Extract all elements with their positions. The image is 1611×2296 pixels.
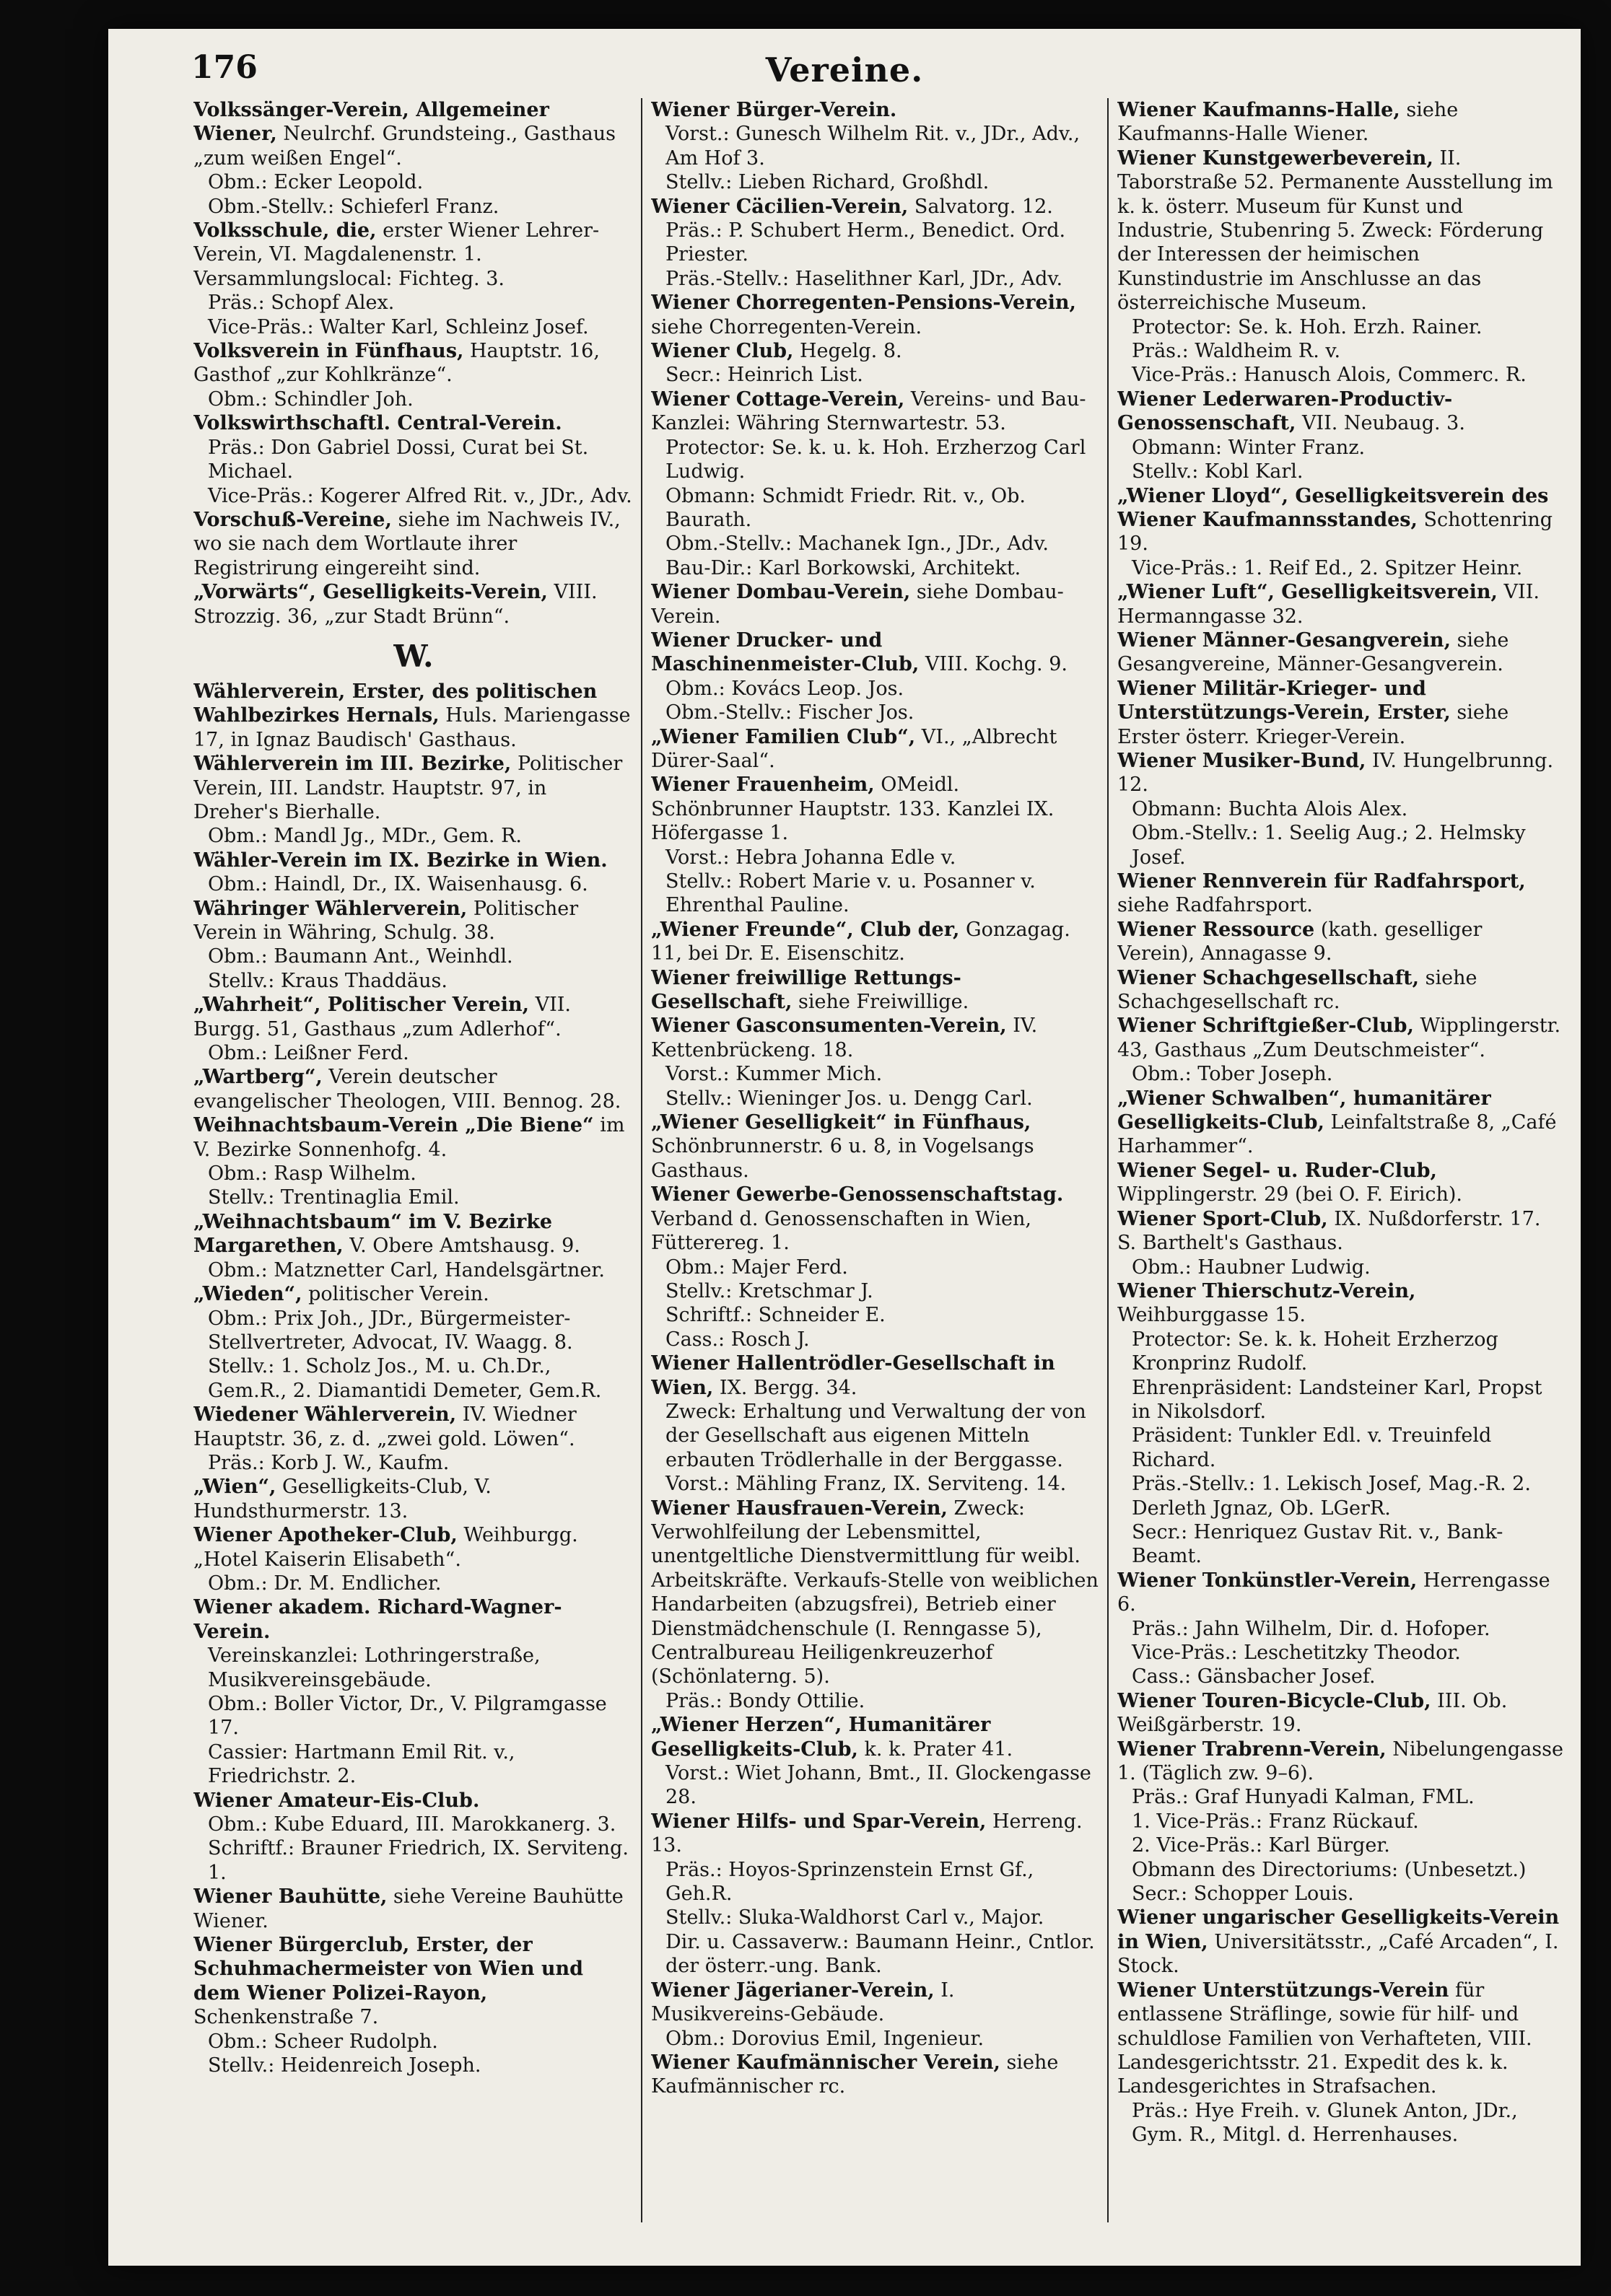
entry-officer-line: Ehrenpräsident: Landsteiner Karl, Propst in Nikolsdorf.: [1132, 1376, 1542, 1423]
directory-entry: [193, 1403, 634, 1475]
entry-description: Schottenring 19.: [1117, 508, 1553, 556]
page-number: 176: [191, 49, 258, 86]
directory-entry: [1117, 869, 1565, 918]
entry-officer-line: Obmann: Buchta Alois Alex.: [1132, 797, 1408, 820]
entry-description: Universitätsstr., „Café Arcaden“, I. Stock.: [1117, 1930, 1559, 1978]
directory-entry: [1117, 1569, 1565, 1689]
directory-entry: [193, 897, 634, 994]
entry-officer-line: Obm.: Scheer Rudolph.: [208, 2030, 438, 2053]
entry-officer-line: Obm.: Boller Victor, Dr., V. Pilgramgasse 17.: [208, 1693, 607, 1740]
entry-description: siehe Gesangvereine, Männer-Gesangverein.: [1117, 628, 1509, 676]
directory-entry: [193, 1885, 634, 1933]
directory-entry: [193, 580, 634, 628]
entry-officer-line: Vice-Präs.: Hanusch Alois, Commerc. R.: [1132, 364, 1527, 387]
directory-entry: [651, 1183, 1099, 1351]
entry-officer-line: Schriftf.: Schneider E.: [665, 1304, 886, 1327]
directory-entry: [193, 1210, 634, 1282]
entry-name: „Wahrheit“, Politischer Verein,: [193, 994, 529, 1017]
entry-description: II. Taborstraße 52. Permanente Ausstellung im k. k. österr. Museum für Kunst und Industrie, Stubenring 5. Zweck: Förderung der Interessen der heimischen Kunstindustrie im Anschlusse an das österreichische Museum.: [1117, 146, 1553, 315]
directory-entry: [651, 1979, 1099, 2051]
entry-name: Weihnachtsbaum-Verein „Die Biene“: [193, 1114, 594, 1137]
entry-officer-line: Obm.-Stellv.: Fischer Jos.: [665, 701, 914, 724]
entry-officer-line: Cass.: Rosch J.: [665, 1328, 810, 1351]
entry-name: Wiener Club,: [651, 340, 794, 363]
directory-entry: [193, 411, 634, 508]
entry-name: Wiener Kaufmanns-Halle,: [1117, 99, 1400, 121]
entry-name: Wiener Trabrenn-Verein,: [1117, 1738, 1387, 1761]
entry-officer-line: Vice-Präs.: 1. Reif Ed., 2. Spitzer Heinr.: [1132, 556, 1523, 579]
entry-officer-line: Präs.: Hoyos-Sprinzenstein Ernst Gf., Geh.R.: [665, 1858, 1034, 1906]
entry-name: Wiener Unterstützungs-Verein: [1117, 1979, 1449, 2002]
entry-description: k. k. Prater 41.: [864, 1738, 1013, 1761]
directory-entry: [651, 628, 1099, 725]
entry-description: Salvatorg. 12.: [914, 195, 1053, 218]
directory-entry: [1117, 1159, 1565, 1207]
entry-officer-line: Obmann: Winter Franz.: [1132, 436, 1366, 459]
directory-entry: [1117, 1279, 1565, 1569]
entry-officer-line: Cassier: Hartmann Emil Rit. v., Friedrichstr. 2.: [208, 1740, 515, 1788]
entry-description: Wipplingerstr. 29 (bei O. F. Eirich).: [1117, 1183, 1462, 1206]
entry-description: siehe im Nachweis IV., wo sie nach dem Wortlaute ihrer Registrirung eingereiht sind.: [193, 508, 621, 579]
entry-description: IX. Bergg. 34.: [719, 1376, 857, 1399]
entry-description: politischer Verein.: [308, 1283, 489, 1306]
entry-description: für entlassene Sträflinge, sowie für hilf- und schuldlose Familien von Verhafteten, VIII. Landesgerichtsstr. 21. Expedit des k. k. Landesgerichtes in Strafsachen.: [1117, 1979, 1532, 2098]
directory-entry: [651, 725, 1099, 774]
directory-entry: [193, 98, 634, 219]
entry-description: siehe Kaufmanns-Halle Wiener.: [1117, 99, 1459, 146]
entry-description: Weihburggasse 15.: [1117, 1304, 1306, 1327]
entry-officer-line: Obm.: Dorovius Emil, Ingenieur.: [665, 2027, 984, 2050]
entry-description: VII. Hermanngasse 32.: [1117, 581, 1540, 628]
directory-entry: [1117, 484, 1565, 581]
entry-officer-line: Stellv.: Wieninger Jos. u. Dengg Carl.: [665, 1087, 1033, 1110]
entry-description: Herreng. 13.: [651, 1810, 1083, 1857]
entry-officer-line: Obm.-Stellv.: 1. Seelig Aug.; 2. Helmsky Josef.: [1132, 822, 1526, 869]
entry-officer-line: Obm.: Kube Eduard, III. Marokkanerg. 3.: [208, 1813, 616, 1836]
directory-entry: [651, 1110, 1099, 1183]
directory-entry: [193, 1065, 634, 1113]
directory-entry: [193, 1933, 634, 2077]
directory-entry: [651, 918, 1099, 966]
entry-officer-line: Präs.: P. Schubert Herm., Benedict. Ord. Priester.: [665, 219, 1066, 266]
entry-name: Wiener Kunstgewerbeverein,: [1117, 146, 1433, 170]
entry-name: „Wartberg“,: [193, 1066, 323, 1089]
entry-officer-line: Protector: Se. k. u. k. Hoh. Erzherzog Carl Ludwig.: [665, 436, 1086, 483]
directory-entry: [651, 1014, 1099, 1110]
entry-name: Wiener Schriftgießer-Club,: [1117, 1015, 1414, 1038]
entry-officer-line: Präs.: Don Gabriel Dossi, Curat bei St. Michael.: [208, 436, 589, 483]
entry-name: Wiener Dombau-Verein,: [651, 581, 911, 604]
entry-officer-line: Stellv.: Kraus Thaddäus.: [208, 969, 448, 992]
directory-entry: [651, 1810, 1099, 1979]
directory-entry: [651, 773, 1099, 917]
entry-description: Schenkenstraße 7.: [193, 2006, 379, 2029]
entry-officer-line: Präs.-Stellv.: 1. Lekisch Josef, Mag.-R. 2. Derleth Jgnaz, Ob. LGerR.: [1132, 1473, 1531, 1520]
entry-officer-line: 2. Vice-Präs.: Karl Bürger.: [1132, 1834, 1390, 1857]
entry-description: Politischer Verein, III. Landstr. Hauptstr. 97, in Dreher's Bierhalle.: [193, 753, 623, 823]
directory-entry: [1117, 628, 1565, 677]
directory-entry: [193, 1113, 634, 1210]
section-letter: W.: [393, 638, 434, 674]
entry-officer-line: Obmann des Directoriums: (Unbesetzt.): [1132, 1858, 1527, 1881]
entry-description: Gonzagag. 11, bei Dr. E. Eisenschitz.: [651, 918, 1070, 965]
entry-officer-line: Protector: Se. k. k. Hoheit Erzherzog Kronprinz Rudolf.: [1132, 1328, 1498, 1375]
entry-officer-line: Obm.: Tober Joseph.: [1132, 1063, 1333, 1086]
directory-entry: [193, 1523, 634, 1595]
directory-entry: [1117, 1014, 1565, 1086]
entry-name: Wiener Rennverein für Radfahrsport,: [1117, 870, 1526, 893]
directory-entry: [651, 966, 1099, 1015]
entry-description: Zweck: Verwohlfeilung der Lebensmittel, unentgeltliche Dienstvermittlung für weibl. Arbeitskräfte. Verkaufs-Stelle von weiblichen Handarbeiten (abzugsfrei), Betrieb einer Dienstmädchenschule (I. Renngasse 5), Centralbureau Heiligenkreuzerhof (Schönlaterng. 5).: [651, 1497, 1099, 1688]
entry-description: Verein deutscher evangelischer Theologen, VIII. Bennog. 28.: [193, 1066, 621, 1113]
entry-officer-line: Präs.: Graf Hunyadi Kalman, FML.: [1132, 1786, 1475, 1809]
entry-officer-line: Secr.: Schopper Louis.: [1132, 1883, 1354, 1906]
entry-officer-line: 1. Vice-Präs.: Franz Rückauf.: [1132, 1810, 1419, 1833]
entry-name: Wiener Hallentrödler-Gesellschaft in Wien,: [651, 1352, 1055, 1399]
directory-entry: [651, 387, 1099, 580]
entry-description: III. Ob. Weißgärberstr. 19.: [1117, 1689, 1508, 1737]
entry-name: „Wiener Geselligkeit“ in Fünfhaus,: [651, 1111, 1031, 1134]
entry-name: Wiener Drucker- und Maschinenmeister-Club,: [651, 628, 920, 676]
directory-entry: [1117, 677, 1565, 749]
entry-officer-line: Stellv.: Lieben Richard, Großhdl.: [665, 171, 990, 194]
entry-description: Hauptstr. 16, Gasthof „zur Kohlkränze“.: [193, 340, 600, 387]
entry-description: VII. Neubaug. 3.: [1301, 412, 1465, 435]
entry-officer-line: Stellv.: Trentinaglia Emil.: [208, 1186, 460, 1209]
entry-officer-line: Präs.: Schopf Alex.: [208, 292, 395, 315]
entry-description: VIII. Strozzig. 36, „zur Stadt Brünn“.: [193, 581, 598, 628]
entry-description: Schönbrunnerstr. 6 u. 8, in Vogelsangs Gasthaus.: [651, 1135, 1034, 1182]
entry-officer-line: Obm.: Schindler Joh.: [208, 387, 414, 411]
entry-officer-line: Protector: Se. k. Hoh. Erzh. Rainer.: [1132, 315, 1483, 338]
directory-entry: [651, 1713, 1099, 1810]
entry-name: Wiener Gasconsumenten-Verein,: [651, 1015, 1007, 1038]
entry-officer-line: Dir. u. Cassaverw.: Baumann Heinr., Cntlor. der österr.-ung. Bank.: [665, 1930, 1095, 1978]
entry-description: Neulrchf. Grundsteing., Gasthaus „zum weißen Engel“.: [193, 123, 616, 170]
entry-officer-line: Stellv.: Heidenreich Joseph.: [208, 2054, 481, 2077]
entry-name: Wiener Hilfs- und Spar-Verein,: [651, 1810, 987, 1833]
entry-name: Wiener Apotheker-Club,: [193, 1524, 458, 1547]
entry-description: siehe Dombau-Verein.: [651, 581, 1064, 628]
entry-name: Wiener akadem. Richard-Wagner-Verein.: [193, 1596, 562, 1643]
entry-officer-line: Zweck: Erhaltung und Verwaltung der von der Gesellschaft aus eigenen Mitteln erbauten Trödlerhalle in der Berggasse.: [665, 1400, 1086, 1471]
directory-entry: [193, 993, 634, 1065]
entry-description: VI., „Albrecht Dürer-Saal“.: [651, 725, 1057, 772]
entry-officer-line: Präs.: Waldheim R. v.: [1132, 340, 1341, 363]
entry-officer-line: Präsident: Tunkler Edl. v. Treuinfeld Richard.: [1132, 1424, 1492, 1471]
entry-name: Wähler-Verein im IX. Bezirke in Wien.: [193, 849, 608, 872]
entry-officer-line: Secr.: Heinrich List.: [665, 364, 863, 387]
entry-officer-line: Secr.: Henriquez Gustav Rit. v., Bank-Beamt.: [1132, 1520, 1503, 1568]
directory-entry: [651, 1351, 1099, 1496]
entry-officer-line: Obm.: Haubner Ludwig.: [1132, 1256, 1371, 1279]
entry-description: Huls. Mariengasse 17, in Ignaz Baudisch' Gasthaus.: [193, 704, 631, 751]
entry-name: Wiener Männer-Gesangverein,: [1117, 628, 1451, 652]
entry-description: (kath. geselliger Verein), Annagasse 9.: [1117, 918, 1483, 965]
entry-officer-line: Vorst.: Gunesch Wilhelm Rit. v., JDr., Adv., Am Hof 3.: [665, 123, 1080, 170]
entry-name: Wiener Bauhütte,: [193, 1885, 388, 1909]
entry-name: Wiener Chorregenten-Pensions-Verein,: [651, 292, 1076, 315]
directory-entry: [651, 195, 1099, 292]
entry-name: „Wiener Luft“, Geselligkeitsverein,: [1117, 581, 1498, 604]
entry-name: Wiener Amateur-Eis-Club.: [193, 1789, 480, 1812]
entry-officer-line: Stellv.: Kobl Karl.: [1132, 460, 1304, 483]
column-1: [193, 98, 634, 2237]
entry-description: Leinfaltstraße 8, „Café Harhammer“.: [1117, 1111, 1557, 1158]
entry-description: siehe Vereine Bauhütte Wiener.: [193, 1885, 624, 1932]
page-header: Vereine.: [765, 51, 924, 89]
entry-name: Wiener Frauenheim,: [651, 774, 875, 797]
column-3: [1117, 98, 1565, 2237]
directory-entry: [1117, 146, 1565, 387]
entry-description: VIII. Kochg. 9.: [925, 653, 1068, 676]
directory-entry: [193, 1475, 634, 1523]
entry-officer-line: Vorst.: Mähling Franz, IX. Serviteng. 14.: [665, 1473, 1067, 1496]
entry-name: Wiener Sport-Club,: [1117, 1207, 1328, 1230]
column-divider: [641, 98, 642, 2222]
entry-officer-line: Obm.: Prix Joh., JDr., Bürgermeister-Stellvertreter, Advocat, IV. Waagg. 8.: [208, 1307, 573, 1354]
entry-name: Volkssänger-Verein, Allgemeiner Wiener,: [193, 99, 549, 146]
directory-entry: [1117, 1738, 1565, 1906]
entry-description: siehe Chorregenten-Verein.: [651, 315, 922, 338]
entry-officer-line: Obm.: Baumann Ant., Weinhdl.: [208, 945, 513, 968]
entry-name: Wiener ungarischer Geselligkeits-Verein in Wien,: [1117, 1906, 1560, 1953]
entry-officer-line: Präs.-Stellv.: Haselithner Karl, JDr., Adv.: [665, 267, 1063, 290]
directory-entry: [1117, 749, 1565, 869]
entry-description: im V. Bezirke Sonnenhofg. 4.: [193, 1114, 625, 1161]
entry-name: Wiener Schachgesellschaft,: [1117, 966, 1420, 989]
entry-officer-line: Obm.: Ecker Leopold.: [208, 171, 424, 194]
entry-description: siehe Radfahrsport.: [1117, 894, 1313, 917]
entry-description: I. Musikvereins-Gebäude.: [651, 1979, 955, 2026]
entry-officer-line: Präs.: Jahn Wilhelm, Dir. d. Hofoper.: [1132, 1617, 1490, 1640]
directory-entry: [1117, 918, 1565, 966]
entry-officer-line: Obm.: Matznetter Carl, Handelsgärtner.: [208, 1258, 605, 1281]
directory-entry: [1117, 1207, 1565, 1279]
entry-description: IV. Wiedner Hauptstr. 36, z. d. „zwei gold. Löwen“.: [193, 1403, 577, 1450]
entry-officer-line: Obm.: Dr. M. Endlicher.: [208, 1572, 442, 1595]
column-divider: [1107, 98, 1109, 2222]
entry-name: Wiener Touren-Bicycle-Club,: [1117, 1689, 1431, 1712]
entry-officer-line: Obm.: Majer Ferd.: [665, 1256, 848, 1279]
directory-entry: [193, 219, 634, 339]
directory-entry: [1117, 1689, 1565, 1738]
entry-name: „Wiener Lloyd“, Geselligkeitsverein des Wiener Kaufmannsstandes,: [1117, 484, 1549, 531]
entry-description: erster Wiener Lehrer-Verein, VI. Magdalenenstr. 1. Versammlungslocal: Fichteg. 3.: [193, 219, 600, 290]
entry-description: Weihburgg. „Hotel Kaiserin Elisabeth“.: [193, 1524, 578, 1571]
entry-name: Wiener freiwillige Rettungs-Gesellschaft,: [651, 966, 961, 1014]
directory-entry: [193, 1789, 634, 1885]
entry-officer-line: Schriftf.: Brauner Friedrich, IX. Serviteng. 1.: [208, 1837, 629, 1884]
entry-description: siehe Erster österr. Krieger-Verein.: [1117, 701, 1509, 748]
directory-entry: [651, 291, 1099, 339]
entry-name: Volkswirthschaftl. Central-Verein.: [193, 412, 562, 435]
directory-entry: [651, 1497, 1099, 1714]
entry-officer-line: Stellv.: Robert Marie v. u. Posanner v. Ehrenthal Pauline.: [665, 870, 1036, 917]
directory-entry: [193, 680, 634, 752]
entry-name: „Weihnachtsbaum“ im V. Bezirke Margarethen,: [193, 1210, 553, 1258]
entry-name: Wiener Ressource: [1117, 918, 1315, 941]
entry-description: siehe Kaufmännischer rc.: [651, 2051, 1059, 2098]
entry-officer-line: Obm.: Haindl, Dr., IX. Waisenhausg. 6.: [208, 873, 588, 896]
entry-name: „Wiener Herzen“, Humanitärer Geselligkeits-Club,: [651, 1714, 991, 1761]
directory-entry: [1117, 1087, 1565, 1159]
entry-description: siehe Schachgesellschaft rc.: [1117, 966, 1477, 1014]
entry-name: „Vorwärts“, Geselligkeits-Verein,: [193, 581, 548, 604]
entry-description: IV. Kettenbrückeng. 18.: [651, 1015, 1038, 1061]
entry-name: „Wieden“,: [193, 1283, 302, 1306]
entry-name: Volksverein in Fünfhaus,: [193, 340, 464, 363]
directory-entry: [193, 1282, 634, 1403]
entry-name: Währinger Wählerverein,: [193, 897, 468, 920]
entry-description: Geselligkeits-Club, V. Hundsthurmerstr. 13.: [193, 1476, 492, 1522]
entry-officer-line: Obm.: Mandl Jg., MDr., Gem. R.: [208, 825, 522, 848]
directory-entry: [651, 580, 1099, 628]
entry-name: Wiedener Wählerverein,: [193, 1403, 457, 1427]
directory-entry: [1117, 98, 1565, 146]
entry-description: Hegelg. 8.: [799, 340, 902, 363]
entry-name: Wiener Segel- u. Ruder-Club,: [1117, 1159, 1437, 1182]
entry-officer-line: Vorst.: Kummer Mich.: [665, 1063, 883, 1086]
column-2: [651, 98, 1099, 2237]
entry-name: Wiener Thierschutz-Verein,: [1117, 1279, 1416, 1302]
entry-officer-line: Präs.: Hye Freih. v. Glunek Anton, JDr., Gym. R., Mitgl. d. Herrenhauses.: [1132, 2099, 1518, 2147]
entry-description: Nibelungengasse 1. (Täglich zw. 9–6).: [1117, 1738, 1563, 1785]
entry-name: „Wiener Schwalben“, humanitärer Geselligkeits-Club,: [1117, 1087, 1491, 1134]
directory-entry: [651, 2051, 1099, 2099]
entry-officer-line: Stellv.: 1. Scholz Jos., M. u. Ch.Dr., Gem.R., 2. Diamantidi Demeter, Gem.R.: [208, 1355, 602, 1402]
entry-officer-line: Vorst.: Wiet Johann, Bmt., II. Glockengasse 28.: [665, 1762, 1091, 1809]
entry-description: Wipplingerstr. 43, Gasthaus „Zum Deutschmeister“.: [1117, 1015, 1561, 1061]
entry-description: OMeidl. Schönbrunner Hauptstr. 133. Kanzlei IX. Höfergasse 1.: [651, 774, 1055, 845]
entry-officer-line: Obm.: Rasp Wilhelm.: [208, 1162, 416, 1186]
directory-entry: [651, 98, 1099, 195]
directory-entry: [193, 508, 634, 580]
entry-description: IV. Hungelbrunng. 12.: [1117, 749, 1554, 797]
entry-officer-line: Stellv.: Kretschmar J.: [665, 1279, 873, 1302]
directory-entry: [193, 339, 634, 411]
directory-entry: [1117, 1979, 1565, 2147]
entry-officer-line: Stellv.: Sluka-Waldhorst Carl v., Major.: [665, 1906, 1044, 1929]
entry-description: Verband d. Genossenschaften in Wien, Fütterereg. 1.: [651, 1207, 1031, 1255]
directory-entry: [193, 849, 634, 897]
entry-name: Wiener Musiker-Bund,: [1117, 749, 1366, 772]
directory-entry: [1117, 1906, 1565, 1978]
entry-name: Wiener Jägerianer-Verein,: [651, 1979, 935, 2002]
entry-name: „Wiener Freunde“, Club der,: [651, 918, 960, 941]
entry-name: Wiener Kaufmännischer Verein,: [651, 2051, 1000, 2074]
entry-name: Wiener Militär-Krieger- und Unterstützungs-Verein, Erster,: [1117, 677, 1451, 724]
entry-name: Wiener Bürger-Verein.: [651, 99, 897, 121]
entry-name: „Wiener Familien Club“,: [651, 725, 916, 748]
entry-officer-line: Bau-Dir.: Karl Borkowski, Architekt.: [665, 556, 1021, 579]
entry-officer-line: Vereinskanzlei: Lothringerstraße, Musikvereinsgebäude.: [208, 1644, 541, 1691]
entry-officer-line: Präs.: Bondy Ottilie.: [665, 1689, 865, 1712]
directory-entry: [1117, 580, 1565, 628]
entry-officer-line: Präs.: Korb J. W., Kaufm.: [208, 1451, 450, 1474]
entry-description: VII. Burgg. 51, Gasthaus „zum Adlerhof“.: [193, 994, 572, 1040]
entry-officer-line: Obmann: Schmidt Friedr. Rit. v., Ob. Baurath.: [665, 484, 1026, 531]
directory-entry: [1117, 966, 1565, 1015]
entry-officer-line: Cass.: Gänsbacher Josef.: [1132, 1665, 1376, 1688]
entry-officer-line: Vice-Präs.: Walter Karl, Schleinz Josef.: [208, 315, 589, 338]
entry-description: Vereins- und Bau-Kanzlei: Währing Sternwartestr. 53.: [651, 387, 1086, 435]
entry-officer-line: Obm.: Leißner Ferd.: [208, 1042, 409, 1065]
directory-entry: [193, 1595, 634, 1788]
directory-entry: [651, 339, 1099, 387]
entry-officer-line: Obm.-Stellv.: Machanek Ign., JDr., Adv.: [665, 533, 1049, 556]
entry-name: Volksschule, die,: [193, 219, 377, 242]
entry-officer-line: Vice-Präs.: Kogerer Alfred Rit. v., JDr., Adv.: [208, 484, 632, 507]
entry-name: Wählerverein im III. Bezirke,: [193, 753, 512, 776]
entry-name: Wiener Hausfrauen-Verein,: [651, 1497, 948, 1520]
entry-description: V. Obere Amtshausg. 9.: [349, 1235, 580, 1258]
entry-name: Wiener Tonkünstler-Verein,: [1117, 1569, 1418, 1592]
entry-name: Wiener Cäcilien-Verein,: [651, 195, 909, 218]
entry-name: Wiener Gewerbe-Genossenschaftstag.: [651, 1183, 1064, 1206]
entry-description: Politischer Verein in Währing, Schulg. 38.: [193, 897, 579, 944]
entry-name: „Wien“,: [193, 1476, 276, 1499]
entry-officer-line: Vice-Präs.: Leschetitzky Theodor.: [1132, 1642, 1461, 1664]
entry-name: Wählerverein, Erster, des politischen Wahlbezirkes Hernals,: [193, 680, 598, 727]
entry-description: Herrengasse 6.: [1117, 1569, 1550, 1616]
directory-entry: [1117, 387, 1565, 484]
entry-description: IX. Nußdorferstr. 17. S. Barthelt's Gasthaus.: [1117, 1207, 1541, 1255]
entry-name: Wiener Lederwaren-Productiv-Genossenschaft,: [1117, 387, 1453, 435]
entry-description: siehe Freiwillige.: [798, 991, 969, 1014]
entry-name: Wiener Cottage-Verein,: [651, 387, 905, 411]
entry-name: Wiener Bürgerclub, Erster, der Schuhmachermeister von Wien und dem Wiener Polizei-Rayon,: [193, 1934, 584, 2004]
entry-officer-line: Obm.: Kovács Leop. Jos.: [665, 677, 904, 700]
entry-officer-line: Vorst.: Hebra Johanna Edle v.: [665, 846, 956, 869]
entry-name: Vorschuß-Vereine,: [193, 508, 392, 531]
entry-officer-line: Obm.-Stellv.: Schieferl Franz.: [208, 195, 499, 218]
book-page: [108, 29, 1581, 2266]
directory-entry: [193, 752, 634, 849]
